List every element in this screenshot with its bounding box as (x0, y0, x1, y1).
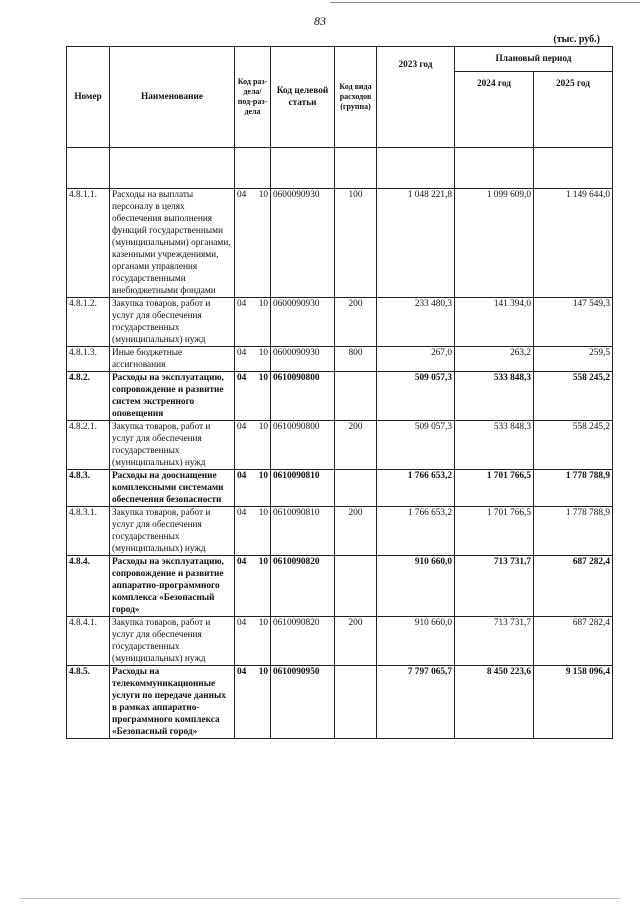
row-value-2025: 147 549,3 (534, 298, 613, 347)
row-target-code: 0610090800 (271, 421, 335, 470)
row-value-2023: 1 766 653,2 (377, 507, 455, 556)
row-number: 4.8.2. (67, 372, 110, 421)
section-code: 04 (237, 557, 247, 567)
section-code: 04 (237, 299, 247, 309)
row-expense-type (335, 470, 377, 507)
row-expense-type (335, 372, 377, 421)
row-value-2025: 687 282,4 (534, 617, 613, 666)
section-code-pair (235, 298, 270, 310)
subsection-code: 10 (258, 667, 268, 677)
row-expense-type: 200 (335, 421, 377, 470)
row-value-2023: 910 660,0 (377, 617, 455, 666)
section-code: 04 (237, 471, 247, 481)
row-value-2025: 558 245,2 (534, 372, 613, 421)
row-value-2024: 1 099 609,0 (455, 189, 534, 298)
row-section-code (235, 507, 271, 556)
row-name: Закупка товаров, работ и услуг для обеспечения государственных (муниципальных) нужд (110, 507, 235, 556)
subsection-code: 10 (258, 422, 268, 432)
header-planning-period: Плановый период (455, 47, 613, 72)
row-section-code (235, 470, 271, 507)
row-name: Закупка товаров, работ и услуг для обеспечения государственных (муниципальных) нужд (110, 298, 235, 347)
row-number: 4.8.4. (67, 556, 110, 617)
row-value-2025: 558 245,2 (534, 421, 613, 470)
section-code: 04 (237, 667, 247, 677)
row-expense-type: 200 (335, 507, 377, 556)
subsection-code: 10 (258, 557, 268, 567)
section-code: 04 (237, 190, 247, 200)
table-row (67, 421, 613, 470)
section-code-pair (235, 617, 270, 629)
row-value-2023: 1 048 221,8 (377, 189, 455, 298)
row-value-2024: 713 731,7 (455, 617, 534, 666)
row-expense-type: 200 (335, 298, 377, 347)
section-code-pair (235, 372, 270, 384)
section-code-pair (235, 421, 270, 433)
row-number: 4.8.1.3. (67, 347, 110, 372)
section-code: 04 (237, 618, 247, 628)
row-target-code: 0610090820 (271, 617, 335, 666)
header-name: Наименование (110, 47, 235, 148)
section-code: 04 (237, 348, 247, 358)
row-name: Расходы на телекоммуникационные услуги по передаче данных в рамках аппаратно-программного комплекса «Безопасный город» (110, 666, 235, 739)
row-name: Расходы на дооснащение комплексными системами обеспечения безопасности (110, 470, 235, 507)
units-label: (тыс. руб.) (553, 34, 600, 45)
subsection-code: 10 (258, 508, 268, 518)
row-expense-type (335, 666, 377, 739)
row-value-2024: 533 848,3 (455, 372, 534, 421)
row-section-code (235, 617, 271, 666)
row-name: Закупка товаров, работ и услуг для обеспечения государственных (муниципальных) нужд (110, 421, 235, 470)
table-row (67, 556, 613, 617)
table-row (67, 666, 613, 739)
row-name: Иные бюджетные ассигнования (110, 347, 235, 372)
row-number: 4.8.1.2. (67, 298, 110, 347)
section-code-pair (235, 347, 270, 359)
row-value-2024: 1 701 766,5 (455, 470, 534, 507)
subsection-code: 10 (258, 373, 268, 383)
row-value-2023: 267,0 (377, 347, 455, 372)
row-section-code (235, 189, 271, 298)
header-expense-type-code: Код вида расходов (группа) (335, 47, 377, 148)
row-value-2023: 509 057,3 (377, 372, 455, 421)
row-section-code (235, 347, 271, 372)
row-value-2025: 9 158 096,4 (534, 666, 613, 739)
row-target-code: 0600090930 (271, 347, 335, 372)
row-value-2025: 687 282,4 (534, 556, 613, 617)
row-target-code: 0610090810 (271, 470, 335, 507)
row-expense-type: 100 (335, 189, 377, 298)
budget-table (66, 46, 613, 739)
row-number: 4.8.4.1. (67, 617, 110, 666)
row-section-code (235, 556, 271, 617)
row-name: Закупка товаров, работ и услуг для обеспечения государственных (муниципальных) нужд (110, 617, 235, 666)
table-row (67, 189, 613, 298)
row-value-2024: 263,2 (455, 347, 534, 372)
row-value-2024: 533 848,3 (455, 421, 534, 470)
row-section-code (235, 372, 271, 421)
row-value-2025: 259,5 (534, 347, 613, 372)
table-row (67, 372, 613, 421)
row-target-code: 0610090950 (271, 666, 335, 739)
section-code: 04 (237, 508, 247, 518)
page-number: 83 (314, 14, 326, 28)
section-code-pair (235, 189, 270, 201)
row-name: Расходы на эксплуатацию, сопровождение и развитие аппаратно-программного комплекса «Безопасный город» (110, 556, 235, 617)
header-year-2023: 2023 год (377, 47, 455, 148)
header-row (67, 47, 613, 72)
row-name: Расходы на эксплуатацию, сопровождение и развитие систем экстренного оповещения (110, 372, 235, 421)
row-number: 4.8.2.1. (67, 421, 110, 470)
section-code: 04 (237, 422, 247, 432)
row-number: 4.8.3. (67, 470, 110, 507)
header-target-code: Код целевой статьи (271, 47, 335, 148)
section-code: 04 (237, 373, 247, 383)
table-row (67, 507, 613, 556)
row-expense-type: 800 (335, 347, 377, 372)
subsection-code: 10 (258, 299, 268, 309)
section-code-pair (235, 507, 270, 519)
row-name: Расходы на выплаты персоналу в целях обеспечения выполнения функций государственными (муниципальными) органами, казенными учреждениями, органами управления государственными внебюджетными фондами (110, 189, 235, 298)
table-body (67, 148, 613, 739)
row-expense-type: 200 (335, 617, 377, 666)
spacer-row (67, 148, 613, 189)
row-number: 4.8.1.1. (67, 189, 110, 298)
row-number: 4.8.3.1. (67, 507, 110, 556)
row-target-code: 0610090800 (271, 372, 335, 421)
row-target-code: 0600090930 (271, 298, 335, 347)
row-value-2025: 1 778 788,9 (534, 507, 613, 556)
row-value-2023: 7 797 065,7 (377, 666, 455, 739)
table-row (67, 347, 613, 372)
row-value-2023: 509 057,3 (377, 421, 455, 470)
row-value-2023: 910 660,0 (377, 556, 455, 617)
row-expense-type (335, 556, 377, 617)
row-section-code (235, 298, 271, 347)
row-value-2024: 141 394,0 (455, 298, 534, 347)
scan-edge-line (20, 898, 620, 899)
row-value-2023: 233 480,3 (377, 298, 455, 347)
subsection-code: 10 (258, 348, 268, 358)
subsection-code: 10 (258, 471, 268, 481)
row-value-2025: 1 778 788,9 (534, 470, 613, 507)
row-value-2025: 1 149 644,0 (534, 189, 613, 298)
subsection-code: 10 (258, 618, 268, 628)
section-code-pair (235, 470, 270, 482)
table-row (67, 470, 613, 507)
row-number: 4.8.5. (67, 666, 110, 739)
row-target-code: 0610090810 (271, 507, 335, 556)
row-section-code (235, 666, 271, 739)
header-year-2025: 2025 год (534, 72, 613, 148)
row-target-code: 0610090820 (271, 556, 335, 617)
row-target-code: 0600090930 (271, 189, 335, 298)
subsection-code: 10 (258, 190, 268, 200)
row-value-2024: 8 450 223,6 (455, 666, 534, 739)
table-row (67, 298, 613, 347)
header-number: Номер (67, 47, 110, 148)
header-year-2024: 2024 год (455, 72, 534, 148)
row-value-2023: 1 766 653,2 (377, 470, 455, 507)
row-value-2024: 713 731,7 (455, 556, 534, 617)
section-code-pair (235, 556, 270, 568)
header-section-code: Код раз-дела/ под-раз-дела (235, 47, 271, 148)
row-value-2024: 1 701 766,5 (455, 507, 534, 556)
section-code-pair (235, 666, 270, 678)
scan-edge-line (330, 2, 640, 3)
row-section-code (235, 421, 271, 470)
table-row (67, 617, 613, 666)
